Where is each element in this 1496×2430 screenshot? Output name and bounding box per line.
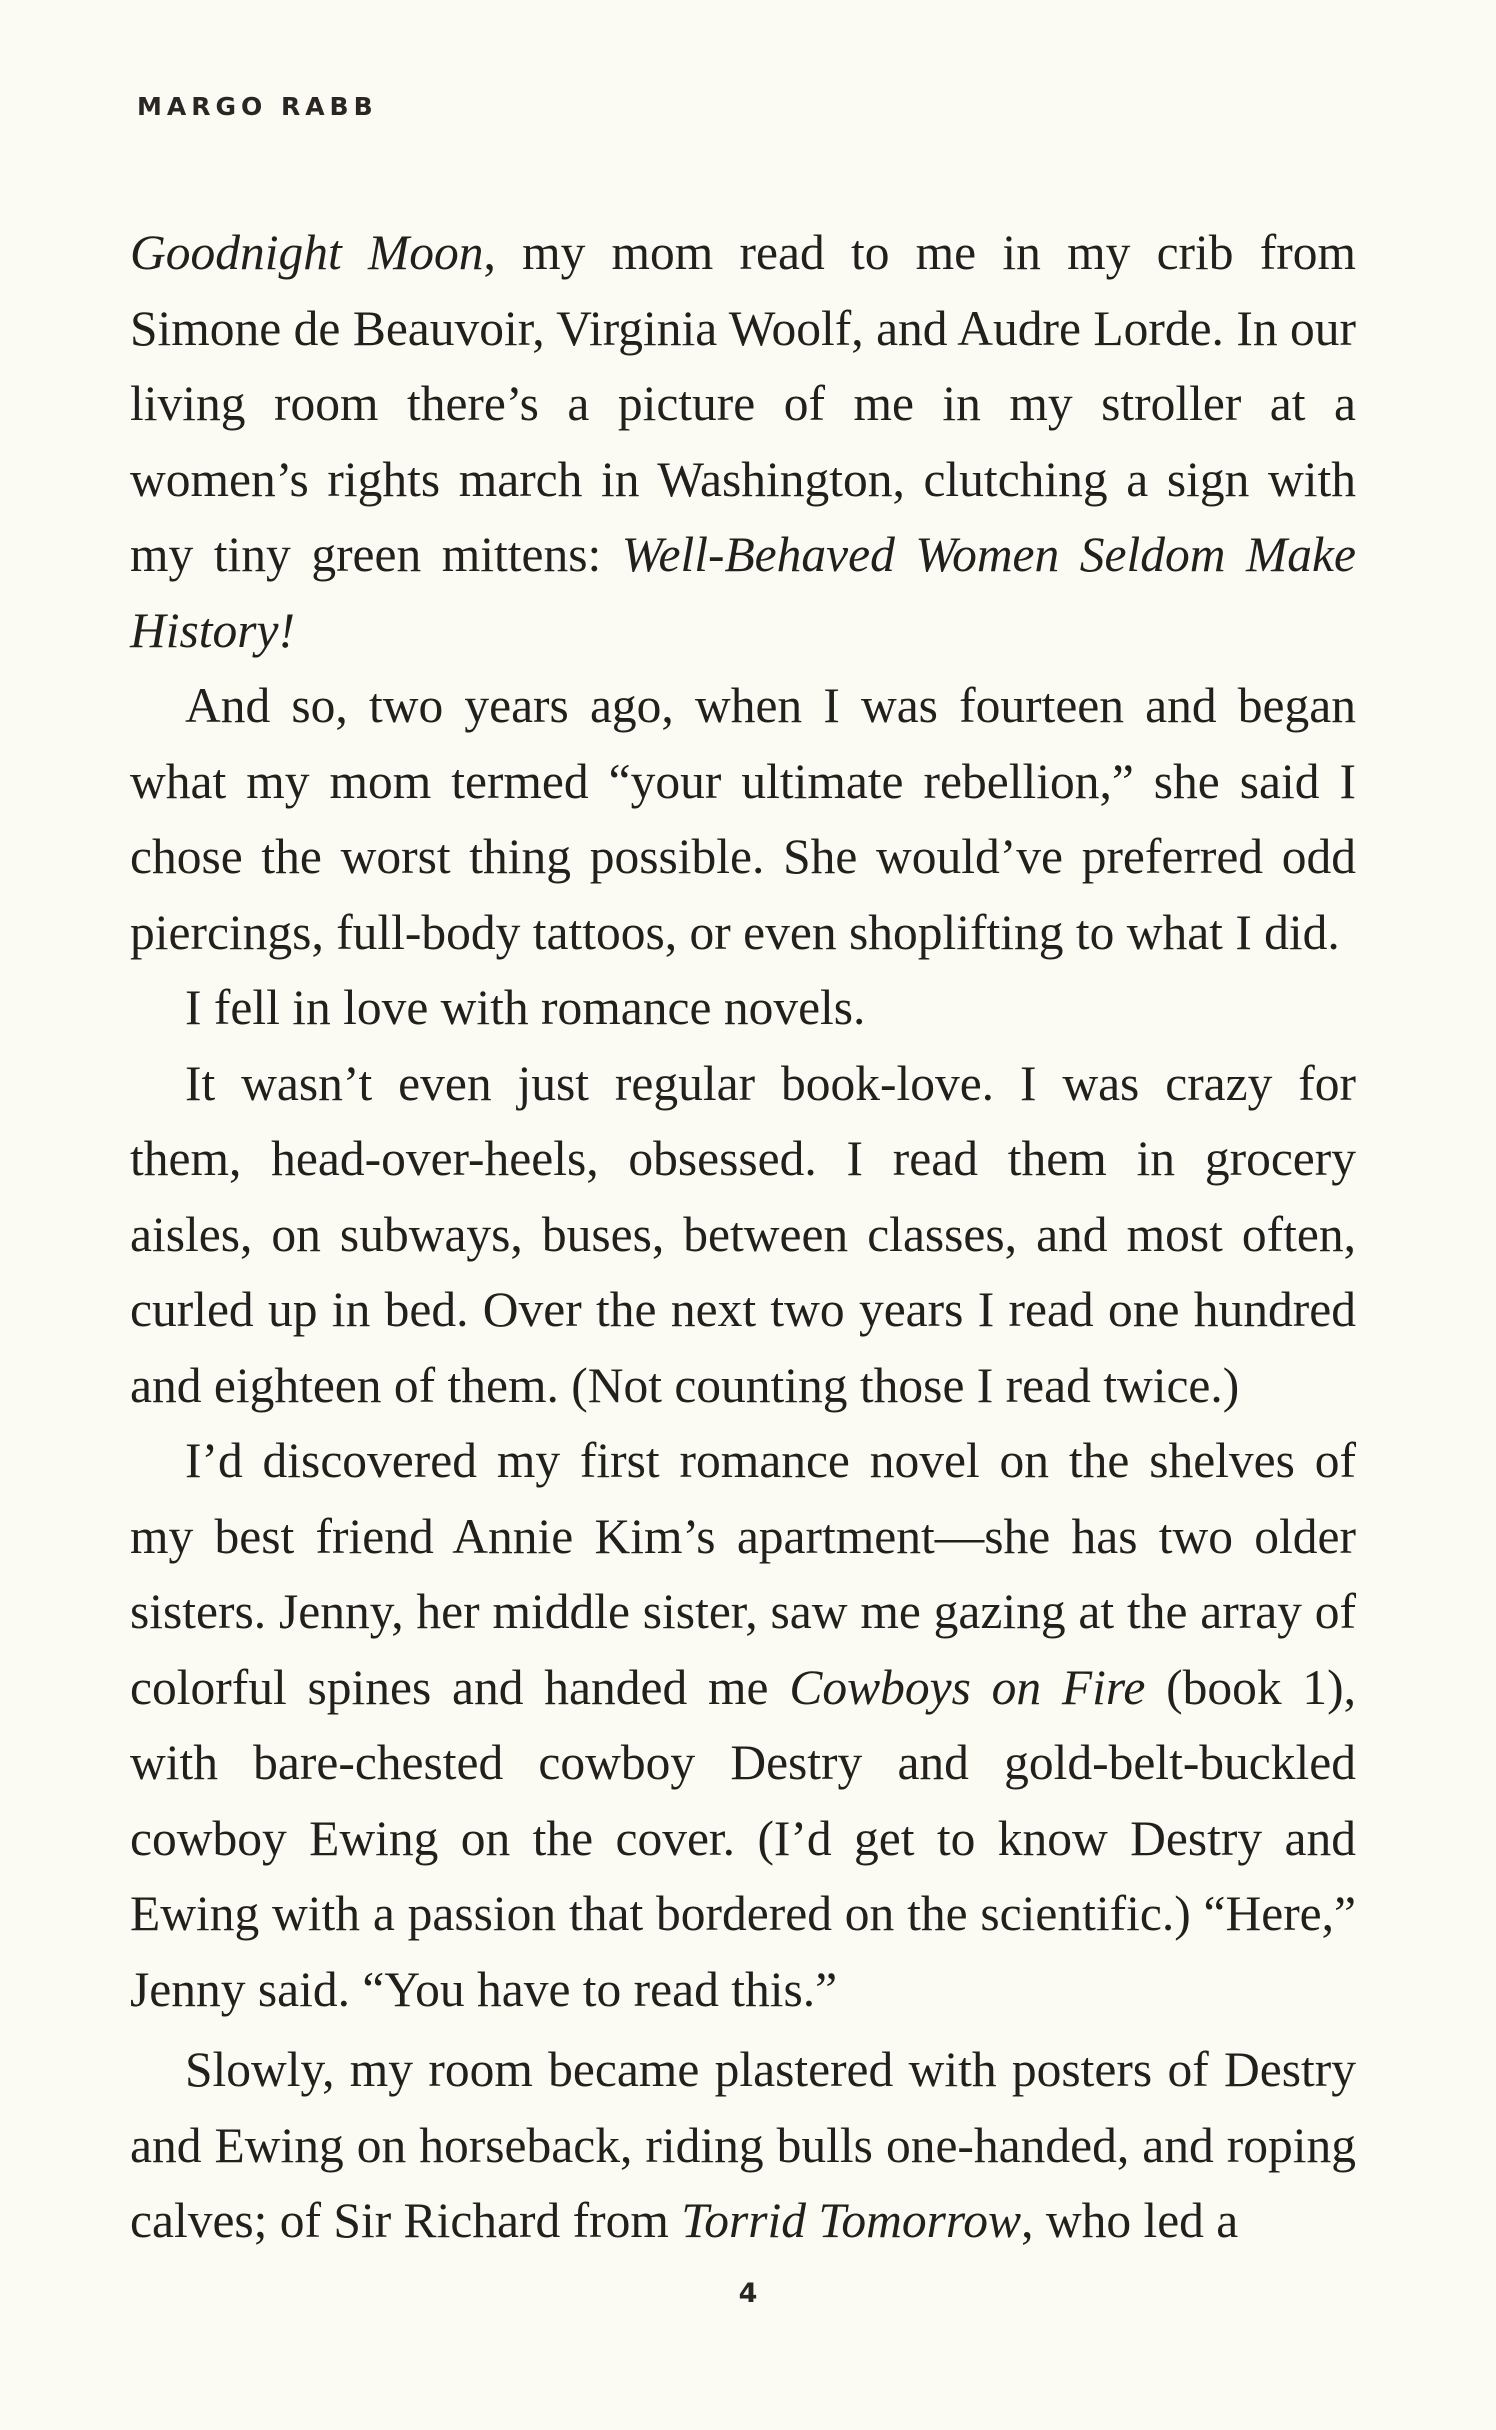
running-header-author: MARGO RABB	[137, 92, 378, 121]
text-run: And so, two years ago, when I was fourteen and began what my mom termed “your ultimate rebellion,” she said I chose the worst thing possible. She would’ve preferred odd piercings, full-body tattoos, or even shoplifting to what I did.	[130, 678, 1356, 960]
body-text	[130, 215, 1356, 2259]
italic-title: Cowboys on Fire	[789, 1659, 1146, 1715]
paragraph-4	[130, 1046, 1356, 1424]
paragraph-6	[130, 2032, 1356, 2259]
italic-title: Well-Behaved Women Seldom Make History!	[130, 527, 1356, 658]
italic-title: Goodnight Moon	[130, 225, 484, 280]
text-run: I’d discovered my first romance novel on the shelves of my best friend Annie Kim’s apartment—she has two older sisters. Jenny, her middle sister, saw me gazing at the array of colorful spines and handed me	[130, 1433, 1356, 1715]
paragraph-3	[130, 970, 1356, 1046]
text-run: I fell in love with romance novels.	[185, 980, 866, 1035]
page-number: 4	[738, 2278, 758, 2309]
text-run: , who led a	[1021, 2193, 1239, 2248]
text-run: (book 1), with bare-chested cowboy Destry and gold-belt-buckled cowboy Ewing on the cover. (I’d get to know Destry and Ewing with a passion that bordered on the scientific.) “Here,” Jenny said. “You have to read this.”	[130, 1659, 1356, 2017]
paragraph-1	[130, 215, 1356, 668]
text-run: It wasn’t even just regular book-love. I was crazy for them, head-over-heels, obsessed. I read them in grocery aisles, on subways, buses, between classes, and most often, curled up in bed. Over the next two years I read one hundred and eighteen of them. (Not counting those I read twice.)	[130, 1055, 1356, 1413]
text-run: , my mom read to me in my crib from Simone de Beauvoir, Virginia Woolf, and Audre Lorde. In our living room there’s a picture of me in my stroller at a women’s rights march in Washington, clutching a sign with my tiny green mittens:	[130, 225, 1356, 582]
paragraph-2	[130, 668, 1356, 970]
italic-title: Torrid Tomorrow	[681, 2193, 1022, 2248]
paragraph-5	[130, 1423, 1356, 2027]
text-run: Slowly, my room became plastered with posters of Destry and Ewing on horseback, riding bulls one-handed, and roping calves; of Sir Richard from	[130, 2042, 1356, 2248]
